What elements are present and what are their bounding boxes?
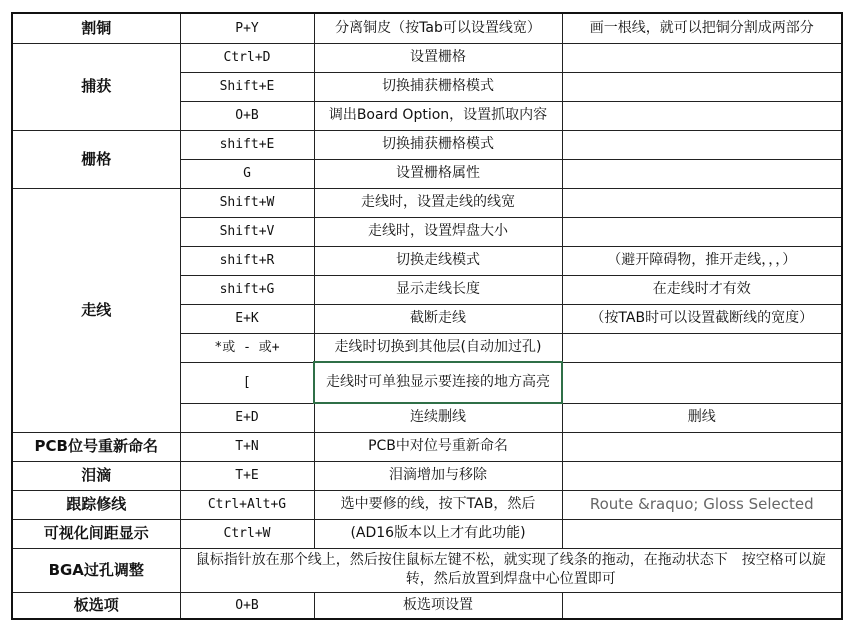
note-cell[interactable] [562, 362, 842, 403]
shortcut-cell[interactable]: [ [180, 362, 314, 403]
description-cell[interactable]: 切换捕获栅格模式 [314, 72, 562, 101]
note-cell[interactable]: 在走线时才有效 [562, 275, 842, 304]
category-cell[interactable]: 走线 [12, 188, 180, 432]
note-cell[interactable]: 删线 [562, 403, 842, 432]
shortcut-cell[interactable]: shift+G [180, 275, 314, 304]
category-cell[interactable]: BGA过孔调整 [12, 548, 180, 592]
shortcut-cell[interactable]: T+E [180, 461, 314, 490]
note-cell[interactable]: Route &raquo; Gloss Selected [562, 490, 842, 519]
description-cell[interactable]: 切换走线模式 [314, 246, 562, 275]
description-cell[interactable]: 鼠标指针放在那个线上，然后按住鼠标左键不松，就实现了线条的拖动，在拖动状态下 按空格可以旋转，然后放置到焊盘中心位置即可 [180, 548, 842, 592]
note-cell[interactable] [562, 43, 842, 72]
shortcut-cell[interactable]: O+B [180, 101, 314, 130]
category-cell[interactable]: 割铜 [12, 13, 180, 43]
table-row [12, 592, 842, 619]
note-cell[interactable] [562, 130, 842, 159]
description-cell[interactable]: 连续删线 [314, 403, 562, 432]
description-cell[interactable]: 显示走线长度 [314, 275, 562, 304]
description-cell[interactable]: 选中要修的线，按下TAB，然后 [314, 490, 562, 519]
note-cell[interactable] [562, 159, 842, 188]
description-cell[interactable]: 截断走线 [314, 304, 562, 333]
shortcut-cell[interactable]: Shift+W [180, 188, 314, 217]
table-row [12, 188, 842, 217]
category-cell[interactable]: 泪滴 [12, 461, 180, 490]
category-cell[interactable]: 板选项 [12, 592, 180, 619]
category-cell[interactable]: PCB位号重新命名 [12, 432, 180, 461]
note-cell[interactable] [562, 592, 842, 619]
table-row [12, 519, 842, 548]
description-cell[interactable]: 调出Board Option，设置抓取内容 [314, 101, 562, 130]
shortcut-cell[interactable]: shift+R [180, 246, 314, 275]
note-cell[interactable] [562, 217, 842, 246]
description-cell[interactable]: 设置栅格 [314, 43, 562, 72]
shortcut-cell[interactable]: *或 - 或+ [180, 333, 314, 362]
note-cell[interactable]: （按TAB时可以设置截断线的宽度） [562, 304, 842, 333]
category-cell[interactable]: 捕获 [12, 43, 180, 130]
description-cell[interactable]: 走线时，设置焊盘大小 [314, 217, 562, 246]
note-cell[interactable] [562, 101, 842, 130]
note-cell[interactable] [562, 519, 842, 548]
table-row [12, 461, 842, 490]
shortcut-cell[interactable]: T+N [180, 432, 314, 461]
selected-description-cell[interactable]: 走线时可单独显示要连接的地方高亮 [314, 362, 562, 403]
note-cell[interactable]: （避开障碍物，推开走线，，，） [562, 246, 842, 275]
note-cell[interactable] [562, 72, 842, 101]
shortcut-cell[interactable]: G [180, 159, 314, 188]
table-row [12, 490, 842, 519]
shortcut-cell[interactable]: Shift+V [180, 217, 314, 246]
shortcut-cell[interactable]: E+D [180, 403, 314, 432]
category-cell[interactable]: 跟踪修线 [12, 490, 180, 519]
description-cell[interactable]: 走线时切换到其他层(自动加过孔) [314, 333, 562, 362]
description-cell[interactable]: 分离铜皮（按Tab可以设置线宽） [314, 13, 562, 43]
description-cell[interactable]: 走线时，设置走线的线宽 [314, 188, 562, 217]
shortcut-cell[interactable]: O+B [180, 592, 314, 619]
shortcut-cell[interactable]: shift+E [180, 130, 314, 159]
shortcut-cell[interactable]: Ctrl+D [180, 43, 314, 72]
note-cell[interactable] [562, 461, 842, 490]
description-cell[interactable]: 泪滴增加与移除 [314, 461, 562, 490]
category-cell[interactable]: 栅格 [12, 130, 180, 188]
note-cell[interactable] [562, 188, 842, 217]
shortcut-cell[interactable]: Shift+E [180, 72, 314, 101]
description-cell[interactable]: PCB中对位号重新命名 [314, 432, 562, 461]
description-cell[interactable]: 设置栅格属性 [314, 159, 562, 188]
table-row [12, 13, 842, 43]
shortcut-cell[interactable]: Ctrl+Alt+G [180, 490, 314, 519]
description-cell[interactable]: 切换捕获栅格模式 [314, 130, 562, 159]
shortcut-cell[interactable]: Ctrl+W [180, 519, 314, 548]
shortcut-cell[interactable]: E+K [180, 304, 314, 333]
shortcut-cell[interactable]: P+Y [180, 13, 314, 43]
note-cell[interactable]: 画一根线，就可以把铜分割成两部分 [562, 13, 842, 43]
note-cell[interactable] [562, 333, 842, 362]
description-cell[interactable]: (AD16版本以上才有此功能) [314, 519, 562, 548]
shortcut-table [11, 12, 843, 620]
table-row [12, 432, 842, 461]
table-row [12, 548, 842, 592]
description-cell[interactable]: 板选项设置 [314, 592, 562, 619]
table-row [12, 43, 842, 72]
note-cell[interactable] [562, 432, 842, 461]
category-cell[interactable]: 可视化间距显示 [12, 519, 180, 548]
table-row [12, 130, 842, 159]
